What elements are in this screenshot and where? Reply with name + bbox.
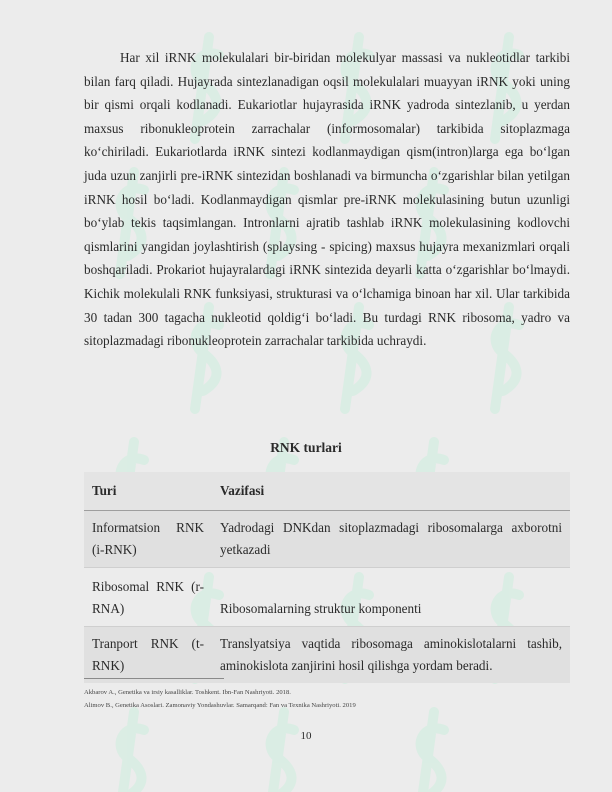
section-title: RNK turlari bbox=[270, 440, 342, 455]
footnote-2: Alimov B., Genetika Asoslari. Zamonaviy Yondashuvlar. Samarqand: Fan va Texnika Nashriyoti. 2019 bbox=[84, 702, 356, 709]
footnotes bbox=[84, 686, 584, 712]
watermark-glyph bbox=[120, 712, 144, 792]
table-cell-function: Ribosomalarning struktur komponenti bbox=[220, 601, 422, 616]
table-cell-type: Ribosomal RNK (r-RNA) bbox=[92, 579, 204, 616]
page-number: 10 bbox=[300, 730, 312, 742]
body-paragraph: Har xil iRNK molekulalari bir-biridan molekulyar massasi va nukleotidlar tarkibi bilan farq qiladi. Hujayrada sintezlanadigan oqsil molekulalari muayyan iRNK yoki uning bir qismi orqali kodlanadi. Eukariotlar hujayrasida iRNK yadroda sintezlanib, u yerdan maxsus ribonukleoprotein zarrachalar (informosomalar) tarkibida sitoplazmaga ko‘chiriladi. Eukariotlarda iRNK sintezi kodlanmaydigan qism(intron)larga ega bo‘lgan juda uzun zanjirli pre-iRNK sintezidan boshlanadi va birmuncha o‘zgarishlar bilan yetilgan iRNK hosil bo‘ladi. Kodlanmaydigan qismlar pre-iRNK molekulasining butun uzunligi bo‘ylab tekis taqsimlangan. Intronlarni ajratib tashlab iRNK molekulasining kodlovchi qismlarini yangidan joylashtirish (splaysing - spicing) maxsus hujayra mexanizmlari orqali boshqariladi. Prokariot hujayralardagi iRNK sintezida deyarli katta o‘zgarishlar bo‘lmaydi. Kichik molekulali RNK funksiyasi, strukturasi va o‘lchamiga binoan har xil. Ular tarkibida 30 tadan 300 tagacha nukleotid qoldig‘i bo‘ladi. Bu turdagi RNK ribosoma, yadro va sitoplazmadagi ribonukleoprotein zarrachalar tarkibida uchraydi. bbox=[84, 50, 570, 349]
table-row bbox=[84, 568, 570, 627]
table-cell-function: Yadrodagi DNKdan sitoplazmadagi ribosomalarga axborotni yetkazadi bbox=[212, 511, 570, 568]
footnote-1: Akbarov A., Genetika va irsiy kasalliklar. Toshkent. Ibn-Fan Nashriyoti. 2018. bbox=[84, 689, 291, 696]
rnk-types-table bbox=[84, 472, 570, 683]
table-header-type: Turi bbox=[84, 472, 212, 511]
watermark-glyph bbox=[420, 712, 444, 792]
watermark-glyph bbox=[270, 712, 294, 792]
table-row bbox=[84, 511, 570, 568]
table-header-function: Vazifasi bbox=[212, 472, 570, 511]
table-header-row bbox=[84, 472, 570, 511]
table-cell-function: Translyatsiya vaqtida ribosomaga aminokislotalarni tashib, aminokislota zanjirini hosil qilishga yordam beradi. bbox=[212, 627, 570, 684]
footnote-divider bbox=[84, 678, 224, 679]
table-row bbox=[84, 627, 570, 684]
table-cell-type: Tranport RNK (t-RNK) bbox=[84, 627, 212, 684]
table-cell-type: Informatsion RNK (i-RNK) bbox=[84, 511, 212, 568]
